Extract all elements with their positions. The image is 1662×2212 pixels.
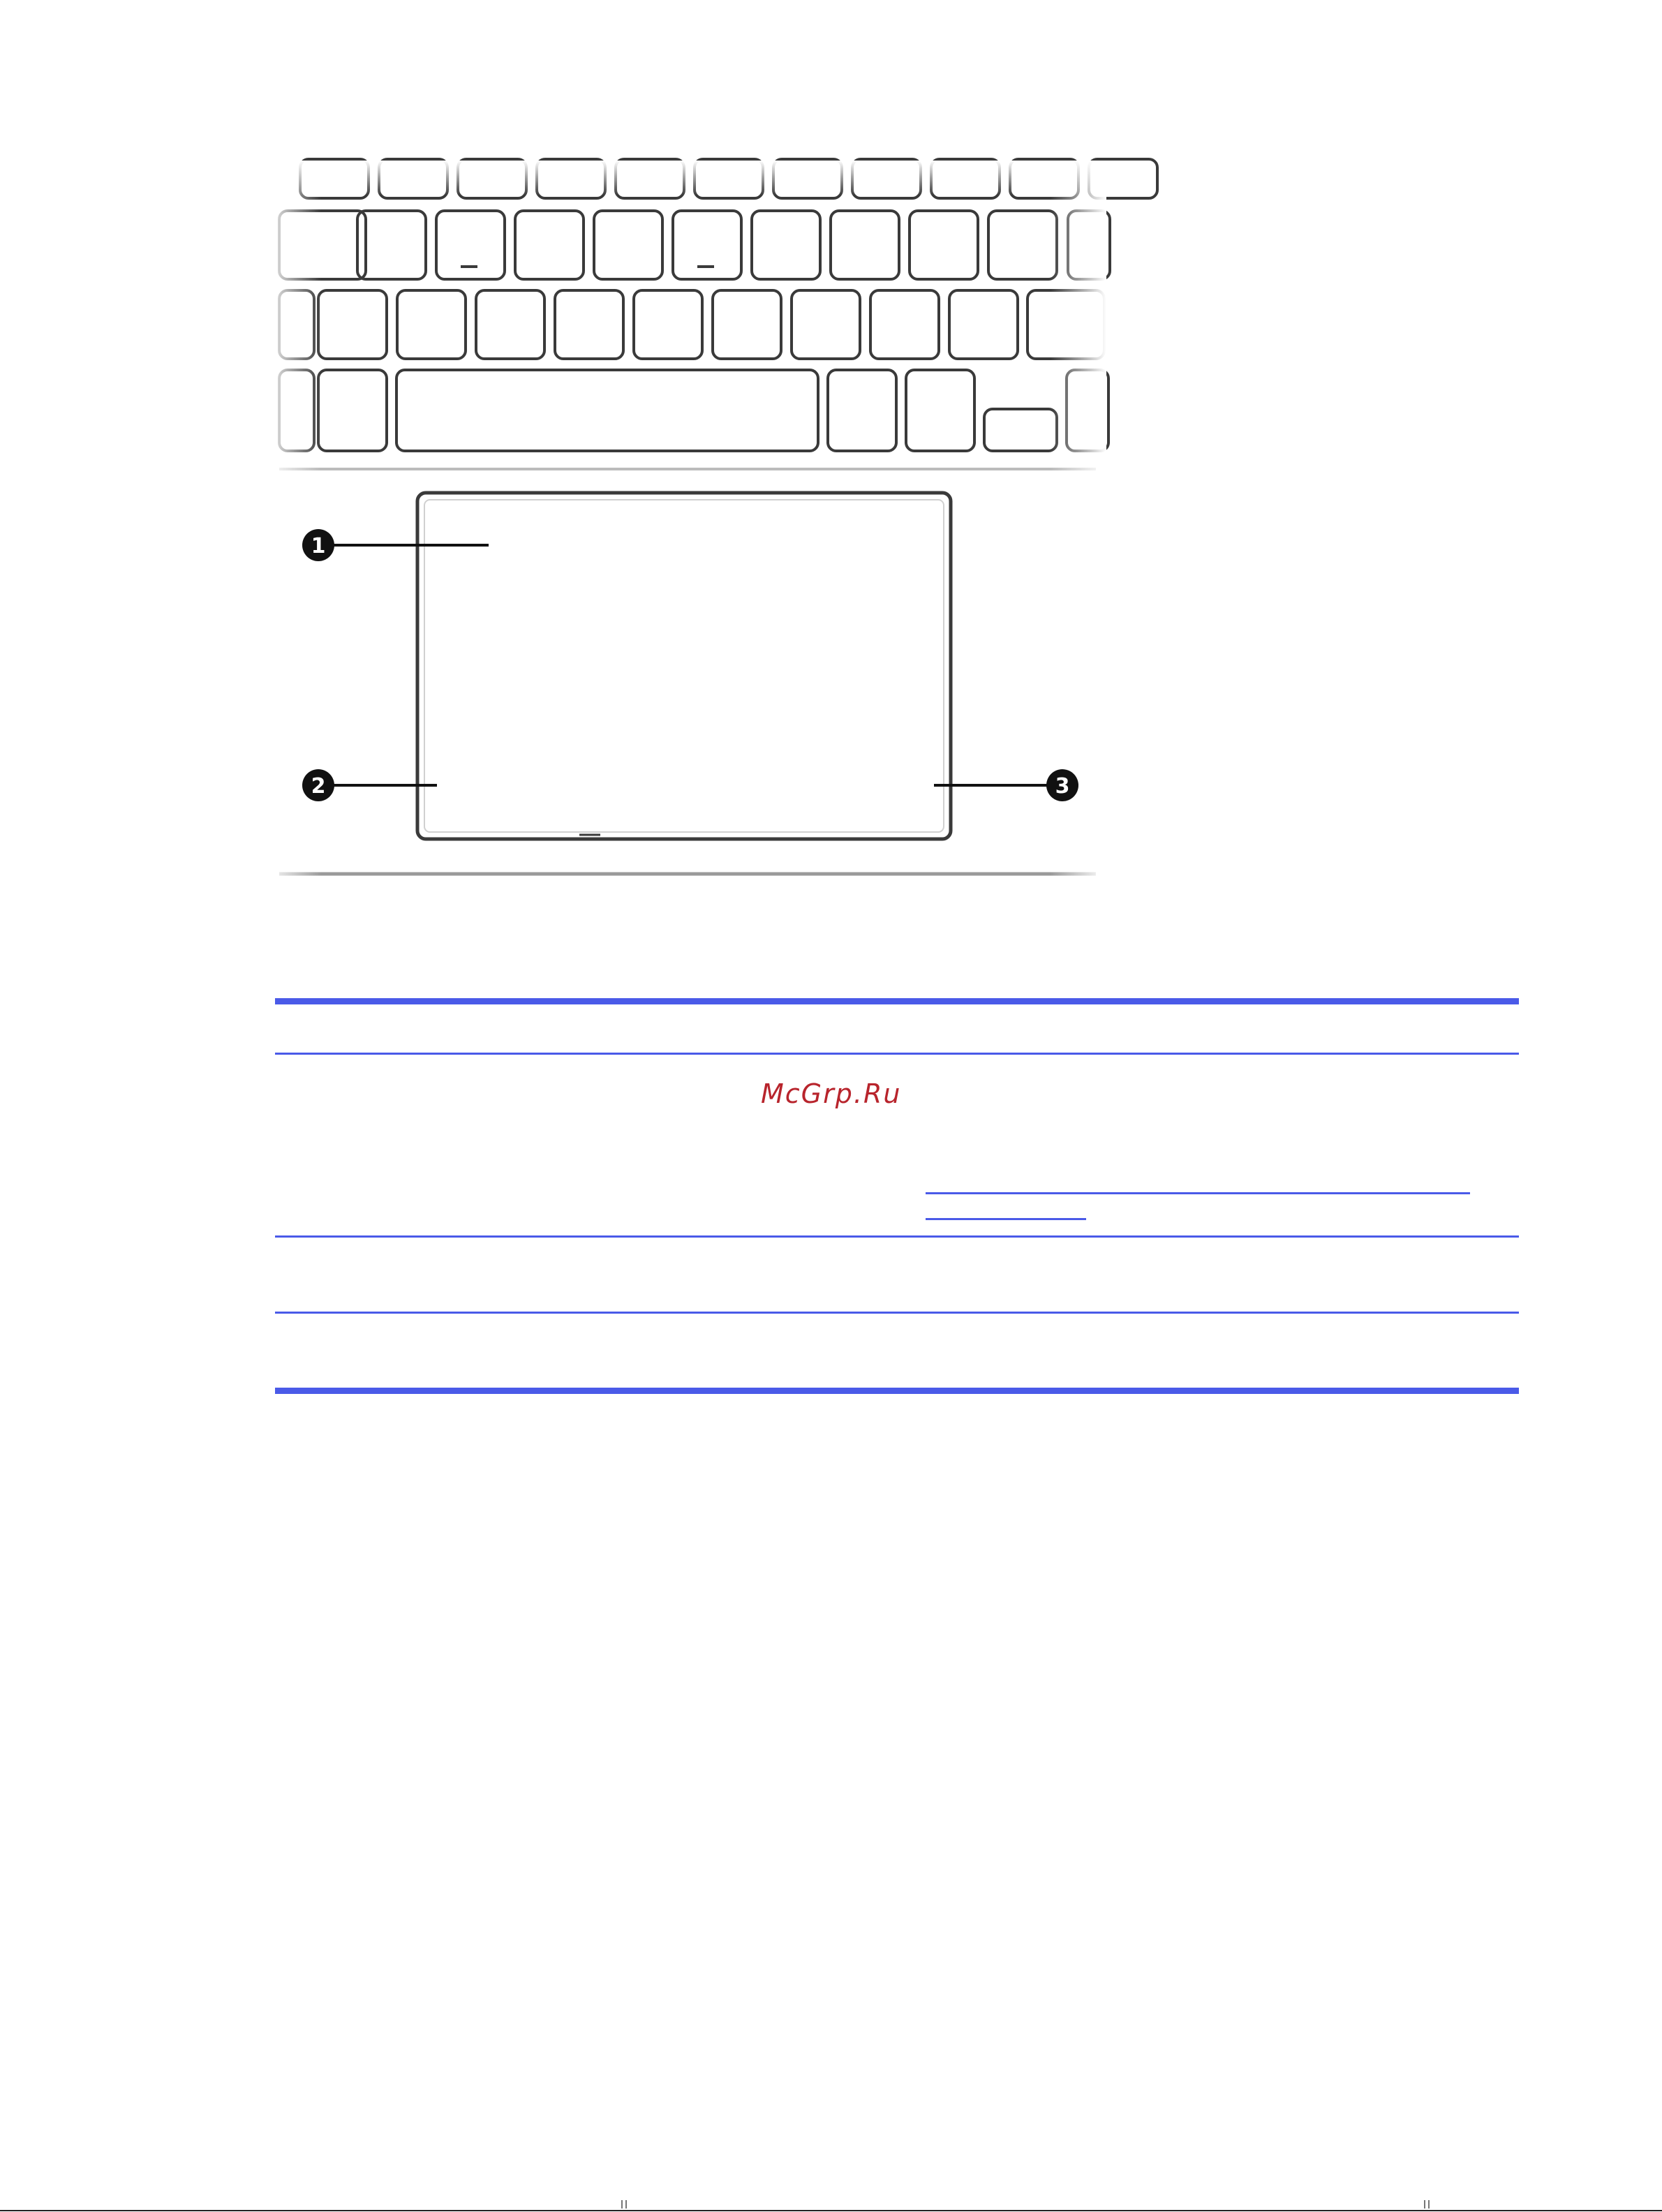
keyboard-key [318,370,387,451]
footer-mark [1424,2200,1425,2209]
keyboard-key [984,409,1057,451]
table-header-rule [275,1053,1519,1055]
table-link-underline [926,1192,1470,1194]
footer-mark [1428,2200,1430,2209]
keyboard-key [476,290,544,359]
table-row-rule [275,1312,1519,1314]
callout-3-number: 3 [1055,774,1070,799]
keyboard-key [515,211,584,279]
keyboard-key [634,290,702,359]
keyboard-key [949,290,1018,359]
keyboard-key [792,290,860,359]
watermark-text: McGrp.Ru [761,1078,902,1109]
keyboard-key [752,211,820,279]
keyboard-key [870,290,939,359]
page-footer-rule [0,2210,1662,2211]
keyboard-key [831,211,899,279]
keyboard-key [318,290,387,359]
keyboard-key [594,211,662,279]
keyboard [279,159,1157,451]
table-link-underline [926,1218,1086,1220]
keyboard-key [828,370,896,451]
spacebar-key [396,370,818,451]
keyboard-key [555,290,623,359]
callout-2-number: 2 [311,774,326,799]
keyboard-key [910,211,978,279]
table-bottom-rule [275,1388,1519,1394]
keyboard-key [436,211,505,279]
footer-mark [621,2200,623,2209]
footer-mark [625,2200,627,2209]
table-row-rule [275,1235,1519,1238]
touchpad-illustration [0,0,1662,949]
keyboard-key [397,290,466,359]
callout-1-number: 1 [311,534,326,558]
keyboard-key [988,211,1057,279]
table-top-rule [275,998,1519,1004]
keyboard-key [906,370,974,451]
callout-3 [934,769,1078,801]
keyboard-key [357,211,426,279]
keyboard-key [713,290,781,359]
keyboard-key [673,211,741,279]
touchpad [417,493,951,839]
